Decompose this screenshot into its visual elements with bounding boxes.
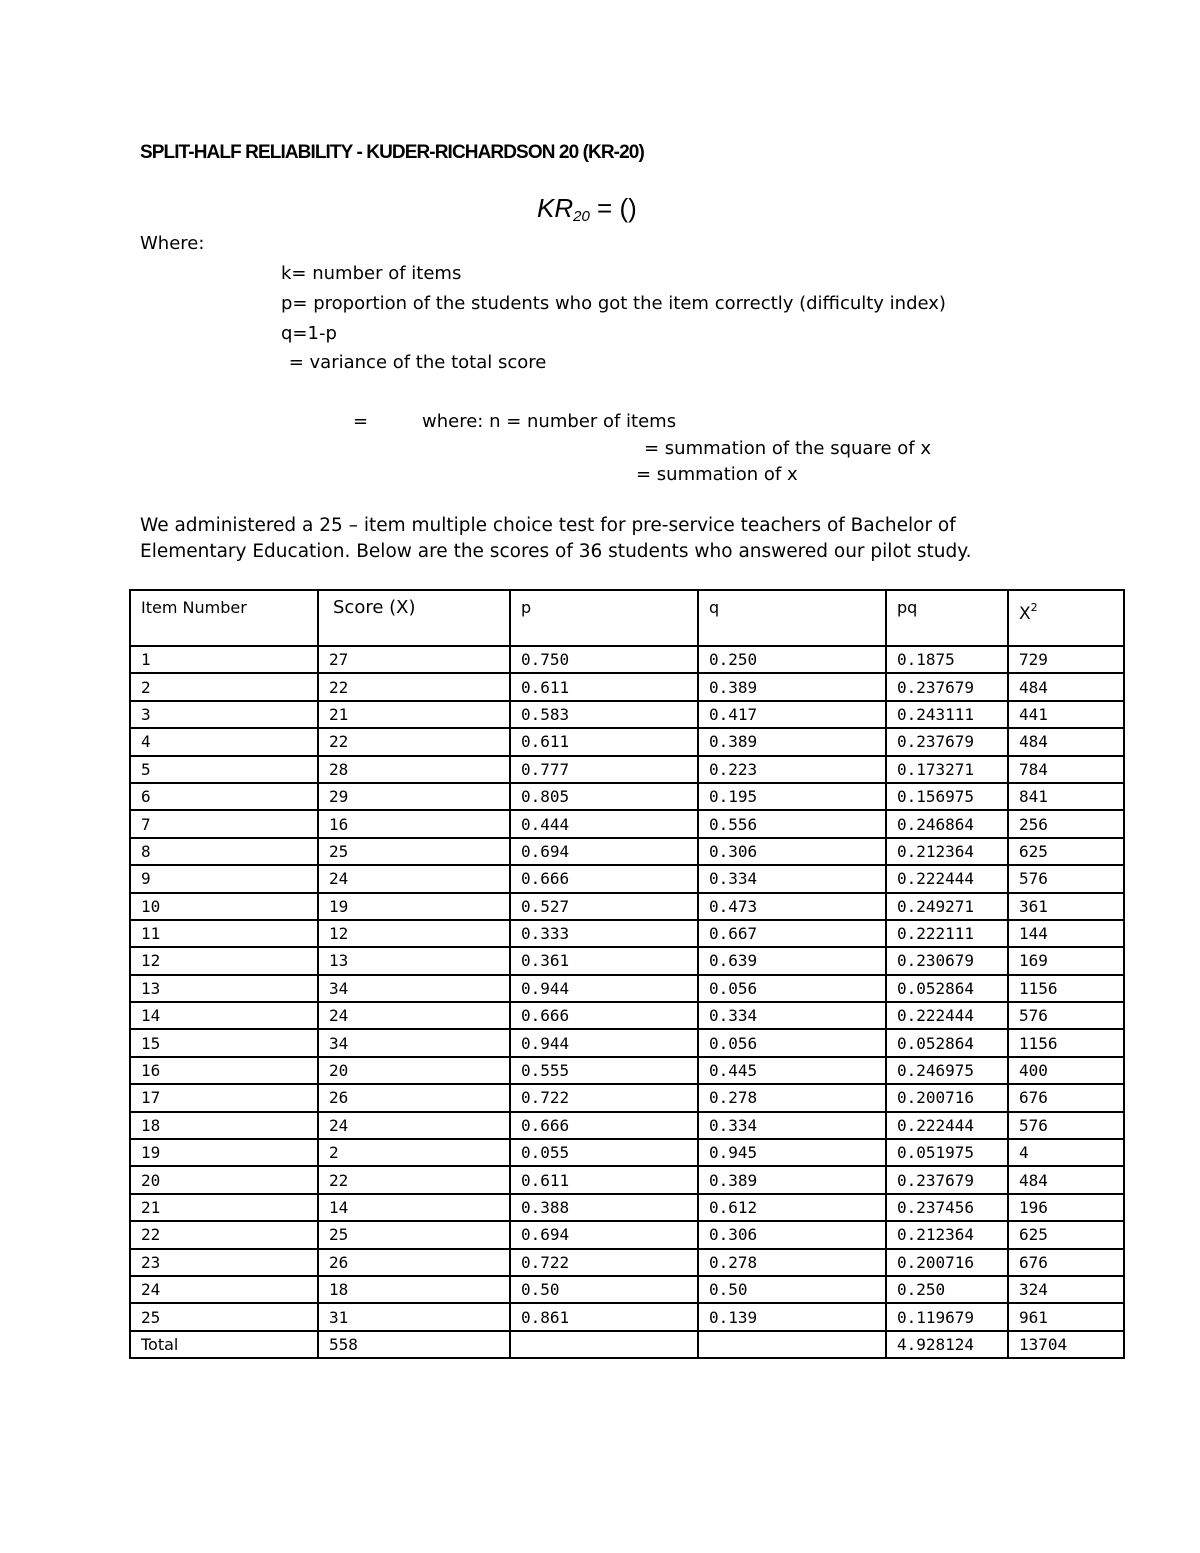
- pq-cell: 0.237679: [886, 728, 1008, 755]
- p-cell: 0.555: [510, 1057, 698, 1084]
- item-number-cell: 7: [130, 810, 318, 837]
- pq-cell: 0.237679: [886, 1166, 1008, 1193]
- table-row: [130, 728, 1124, 755]
- p-cell: 0.444: [510, 810, 698, 837]
- table-row: [130, 1166, 1124, 1193]
- p-cell: 0.666: [510, 1002, 698, 1029]
- p-cell: 0.694: [510, 1221, 698, 1248]
- table-row: [130, 1029, 1124, 1056]
- definition-q: q=1-p: [281, 323, 337, 344]
- x-squared-cell: 625: [1008, 838, 1124, 865]
- q-cell: 0.389: [698, 1166, 886, 1193]
- intro-paragraph: We administered a 25 – item multiple choice test for pre-service teachers of Bachelor of Elementary Education. Below are the scores of 36 students who answered our pilot study.: [140, 515, 972, 562]
- pq-cell: 0.200716: [886, 1249, 1008, 1276]
- p-cell: 0.583: [510, 701, 698, 728]
- pq-cell: 0.249271: [886, 893, 1008, 920]
- scores-table: [129, 589, 1125, 1359]
- p-cell: 0.50: [510, 1276, 698, 1303]
- score-cell: 31: [318, 1303, 510, 1330]
- table-row: [130, 1057, 1124, 1084]
- formula-subscript: 20: [573, 208, 590, 225]
- item-number-cell: 5: [130, 756, 318, 783]
- score-cell: 34: [318, 975, 510, 1002]
- score-cell: 14: [318, 1194, 510, 1221]
- score-cell: 2: [318, 1139, 510, 1166]
- pq-cell: 0.222444: [886, 1112, 1008, 1139]
- item-number-cell: 25: [130, 1303, 318, 1330]
- score-cell: 24: [318, 1002, 510, 1029]
- x-squared-cell: 676: [1008, 1084, 1124, 1111]
- q-cell: 0.306: [698, 838, 886, 865]
- p-cell: 0.944: [510, 975, 698, 1002]
- table-row: [130, 756, 1124, 783]
- score-cell: 26: [318, 1249, 510, 1276]
- header-item-number: Item Number: [130, 590, 318, 646]
- x-squared-cell: 729: [1008, 646, 1124, 673]
- q-cell: 0.556: [698, 810, 886, 837]
- q-cell: 0.056: [698, 975, 886, 1002]
- total-x-squared-cell: 13704: [1008, 1331, 1124, 1358]
- pq-cell: 0.051975: [886, 1139, 1008, 1166]
- pq-cell: 0.222111: [886, 920, 1008, 947]
- q-cell: 0.50: [698, 1276, 886, 1303]
- pq-cell: 0.173271: [886, 756, 1008, 783]
- score-cell: 34: [318, 1029, 510, 1056]
- item-number-cell: 14: [130, 1002, 318, 1029]
- pq-cell: 0.212364: [886, 1221, 1008, 1248]
- item-number-cell: 21: [130, 1194, 318, 1221]
- x-squared-cell: 576: [1008, 865, 1124, 892]
- pq-cell: 0.230679: [886, 947, 1008, 974]
- table-row: [130, 783, 1124, 810]
- x-squared-cell: 1156: [1008, 1029, 1124, 1056]
- definition-sum-x: = summation of x: [636, 464, 798, 485]
- x-squared-cell: 169: [1008, 947, 1124, 974]
- total-score-cell: 558: [318, 1331, 510, 1358]
- score-cell: 24: [318, 865, 510, 892]
- pq-cell: 0.052864: [886, 1029, 1008, 1056]
- score-cell: 12: [318, 920, 510, 947]
- item-number-cell: 24: [130, 1276, 318, 1303]
- item-number-cell: 23: [130, 1249, 318, 1276]
- q-cell: 0.667: [698, 920, 886, 947]
- p-cell: 0.611: [510, 1166, 698, 1193]
- item-number-cell: 6: [130, 783, 318, 810]
- table-row: [130, 810, 1124, 837]
- item-number-cell: 20: [130, 1166, 318, 1193]
- table-row: [130, 646, 1124, 673]
- score-cell: 22: [318, 673, 510, 700]
- x-squared-cell: 1156: [1008, 975, 1124, 1002]
- q-cell: 0.250: [698, 646, 886, 673]
- definition-sum-square: = summation of the square of x: [644, 438, 931, 459]
- q-cell: 0.278: [698, 1084, 886, 1111]
- total-pq-cell: 4.928124: [886, 1331, 1008, 1358]
- q-cell: 0.139: [698, 1303, 886, 1330]
- item-number-cell: 22: [130, 1221, 318, 1248]
- q-cell: 0.445: [698, 1057, 886, 1084]
- item-number-cell: 17: [130, 1084, 318, 1111]
- item-number-cell: 16: [130, 1057, 318, 1084]
- pq-cell: 0.243111: [886, 701, 1008, 728]
- formula-lhs: KR: [537, 193, 574, 223]
- score-cell: 29: [318, 783, 510, 810]
- x-squared-cell: 400: [1008, 1057, 1124, 1084]
- table-row: [130, 701, 1124, 728]
- p-cell: 0.666: [510, 865, 698, 892]
- p-cell: 0.694: [510, 838, 698, 865]
- table-row: [130, 1112, 1124, 1139]
- pq-cell: 0.200716: [886, 1084, 1008, 1111]
- table-header-row: [130, 590, 1124, 646]
- header-score: Score (X): [318, 590, 510, 646]
- table-row: [130, 947, 1124, 974]
- header-pq: pq: [886, 590, 1008, 646]
- pq-cell: 0.222444: [886, 865, 1008, 892]
- score-cell: 18: [318, 1276, 510, 1303]
- q-cell: 0.945: [698, 1139, 886, 1166]
- table-row: [130, 1276, 1124, 1303]
- pq-cell: 0.246975: [886, 1057, 1008, 1084]
- pq-cell: 0.119679: [886, 1303, 1008, 1330]
- header-p: p: [510, 590, 698, 646]
- item-number-cell: 1: [130, 646, 318, 673]
- item-number-cell: 4: [130, 728, 318, 755]
- q-cell: 0.389: [698, 673, 886, 700]
- x-squared-cell: 784: [1008, 756, 1124, 783]
- pq-cell: 0.156975: [886, 783, 1008, 810]
- table-row: [130, 1084, 1124, 1111]
- p-cell: 0.777: [510, 756, 698, 783]
- score-cell: 21: [318, 701, 510, 728]
- score-cell: 26: [318, 1084, 510, 1111]
- definition-variance: = variance of the total score: [283, 352, 547, 373]
- score-cell: 24: [318, 1112, 510, 1139]
- document-title: SPLIT-HALF RELIABILITY - KUDER-RICHARDSON 20 (KR-20): [140, 142, 644, 163]
- p-cell: 0.666: [510, 1112, 698, 1139]
- total-row: [130, 1331, 1124, 1358]
- x-squared-cell: 361: [1008, 893, 1124, 920]
- score-cell: 20: [318, 1057, 510, 1084]
- p-cell: 0.722: [510, 1084, 698, 1111]
- table-row: [130, 1194, 1124, 1221]
- q-cell: 0.389: [698, 728, 886, 755]
- x-squared-cell: 484: [1008, 1166, 1124, 1193]
- definition-n: where: n = number of items: [422, 411, 677, 432]
- score-cell: 25: [318, 838, 510, 865]
- q-cell: 0.056: [698, 1029, 886, 1056]
- total-q-cell: [698, 1331, 886, 1358]
- item-number-cell: 2: [130, 673, 318, 700]
- kr20-formula: [537, 193, 637, 225]
- item-number-cell: 18: [130, 1112, 318, 1139]
- x-squared-cell: 625: [1008, 1221, 1124, 1248]
- item-number-cell: 12: [130, 947, 318, 974]
- score-cell: 16: [318, 810, 510, 837]
- x-squared-cell: 576: [1008, 1002, 1124, 1029]
- pq-cell: 0.222444: [886, 1002, 1008, 1029]
- score-cell: 25: [318, 1221, 510, 1248]
- p-cell: 0.527: [510, 893, 698, 920]
- p-cell: 0.611: [510, 673, 698, 700]
- q-cell: 0.334: [698, 865, 886, 892]
- pq-cell: 0.246864: [886, 810, 1008, 837]
- p-cell: 0.333: [510, 920, 698, 947]
- where-label: Where:: [140, 233, 205, 254]
- x-squared-cell: 841: [1008, 783, 1124, 810]
- q-cell: 0.334: [698, 1112, 886, 1139]
- q-cell: 0.223: [698, 756, 886, 783]
- x-squared-cell: 484: [1008, 728, 1124, 755]
- table-row: [130, 893, 1124, 920]
- pq-cell: 0.1875: [886, 646, 1008, 673]
- p-cell: 0.722: [510, 1249, 698, 1276]
- x-squared-cell: 324: [1008, 1276, 1124, 1303]
- x-squared-cell: 676: [1008, 1249, 1124, 1276]
- item-number-cell: 13: [130, 975, 318, 1002]
- table-row: [130, 673, 1124, 700]
- table-row: [130, 1249, 1124, 1276]
- item-number-cell: 9: [130, 865, 318, 892]
- header-q: q: [698, 590, 886, 646]
- score-cell: 28: [318, 756, 510, 783]
- variance-equals: =: [353, 411, 369, 432]
- table-row: [130, 920, 1124, 947]
- q-cell: 0.473: [698, 893, 886, 920]
- total-p-cell: [510, 1331, 698, 1358]
- item-number-cell: 15: [130, 1029, 318, 1056]
- table-row: [130, 865, 1124, 892]
- score-cell: 19: [318, 893, 510, 920]
- pq-cell: 0.250: [886, 1276, 1008, 1303]
- header-x-superscript: 2: [1030, 601, 1038, 614]
- x-squared-cell: 441: [1008, 701, 1124, 728]
- pq-cell: 0.052864: [886, 975, 1008, 1002]
- table-row: [130, 1221, 1124, 1248]
- header-x-squared: [1008, 590, 1124, 646]
- x-squared-cell: 961: [1008, 1303, 1124, 1330]
- p-cell: 0.388: [510, 1194, 698, 1221]
- item-number-cell: 11: [130, 920, 318, 947]
- table-row: [130, 838, 1124, 865]
- formula-rhs: = (): [589, 193, 637, 223]
- score-cell: 13: [318, 947, 510, 974]
- score-cell: 27: [318, 646, 510, 673]
- table-row: [130, 975, 1124, 1002]
- table-row: [130, 1002, 1124, 1029]
- item-number-cell: 3: [130, 701, 318, 728]
- p-cell: 0.611: [510, 728, 698, 755]
- pq-cell: 0.237679: [886, 673, 1008, 700]
- q-cell: 0.417: [698, 701, 886, 728]
- item-number-cell: 10: [130, 893, 318, 920]
- q-cell: 0.306: [698, 1221, 886, 1248]
- x-squared-cell: 4: [1008, 1139, 1124, 1166]
- p-cell: 0.055: [510, 1139, 698, 1166]
- x-squared-cell: 576: [1008, 1112, 1124, 1139]
- item-number-cell: 8: [130, 838, 318, 865]
- total-label: Total: [130, 1331, 318, 1358]
- item-number-cell: 19: [130, 1139, 318, 1166]
- p-cell: 0.944: [510, 1029, 698, 1056]
- p-cell: 0.861: [510, 1303, 698, 1330]
- x-squared-cell: 256: [1008, 810, 1124, 837]
- x-squared-cell: 196: [1008, 1194, 1124, 1221]
- p-cell: 0.805: [510, 783, 698, 810]
- score-cell: 22: [318, 1166, 510, 1193]
- p-cell: 0.361: [510, 947, 698, 974]
- q-cell: 0.278: [698, 1249, 886, 1276]
- pq-cell: 0.212364: [886, 838, 1008, 865]
- definition-p: p= proportion of the students who got the item correctly (difficulty index): [281, 293, 946, 314]
- q-cell: 0.639: [698, 947, 886, 974]
- q-cell: 0.195: [698, 783, 886, 810]
- table-row: [130, 1303, 1124, 1330]
- q-cell: 0.612: [698, 1194, 886, 1221]
- q-cell: 0.334: [698, 1002, 886, 1029]
- x-squared-cell: 484: [1008, 673, 1124, 700]
- x-squared-cell: 144: [1008, 920, 1124, 947]
- table-row: [130, 1139, 1124, 1166]
- definition-k: k= number of items: [281, 263, 462, 284]
- pq-cell: 0.237456: [886, 1194, 1008, 1221]
- p-cell: 0.750: [510, 646, 698, 673]
- header-x-base: X: [1019, 604, 1031, 624]
- score-cell: 22: [318, 728, 510, 755]
